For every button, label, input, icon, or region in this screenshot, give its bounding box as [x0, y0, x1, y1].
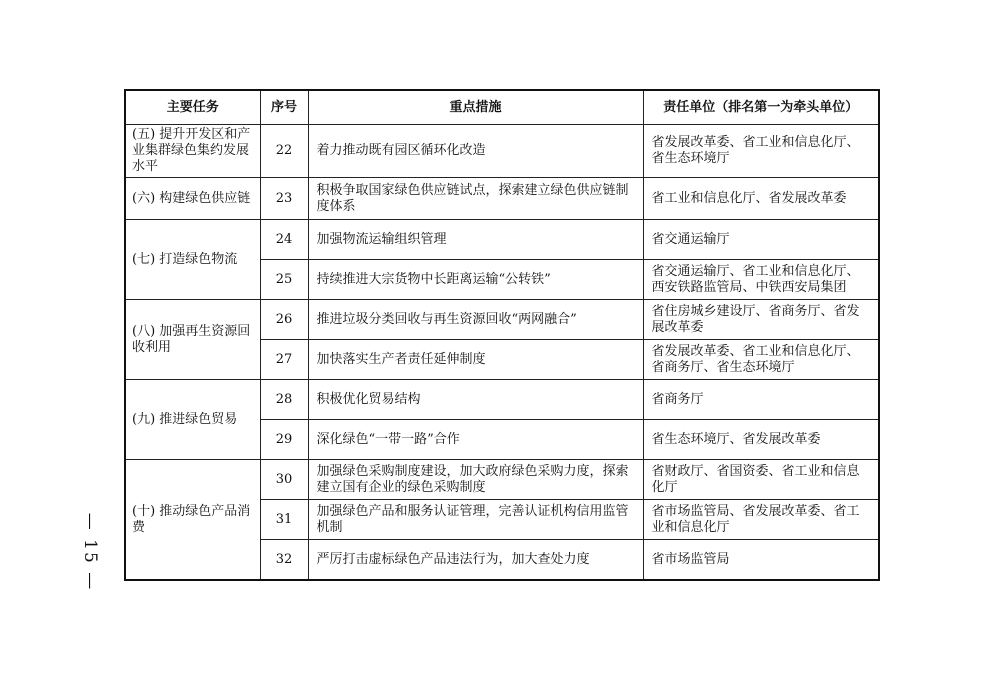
measure-cell: 推进垃圾分类回收与再生资源回收“两网融合”: [308, 300, 643, 340]
header-task: 主要任务: [125, 90, 260, 125]
table-row: [125, 300, 879, 340]
unit-cell: 省商务厅: [643, 380, 879, 420]
unit-cell: 省发展改革委、省工业和信息化厅、省商务厅、省生态环境厅: [643, 340, 879, 380]
page-number-text: — 15 —: [80, 512, 101, 592]
seq-cell: 32: [260, 540, 308, 581]
measure-cell: 持续推进大宗货物中长距离运输“公转铁”: [308, 260, 643, 300]
measure-cell: 严厉打击虚标绿色产品违法行为，加大查处力度: [308, 540, 643, 581]
unit-cell: 省发展改革委、省工业和信息化厅、省生态环境厅: [643, 125, 879, 178]
task-cell: (十) 推动绿色产品消费: [125, 460, 260, 581]
task-cell: (八) 加强再生资源回收利用: [125, 300, 260, 380]
seq-cell: 23: [260, 178, 308, 220]
measure-cell: 积极争取国家绿色供应链试点，探索建立绿色供应链制度体系: [308, 178, 643, 220]
seq-cell: 29: [260, 420, 308, 460]
header-seq: 序号: [260, 90, 308, 125]
header-unit: 责任单位（排名第一为牵头单位）: [643, 90, 879, 125]
unit-cell: 省市场监管局、省发展改革委、省工业和信息化厅: [643, 500, 879, 540]
table-row: [125, 220, 879, 260]
task-cell: (七) 打造绿色物流: [125, 220, 260, 300]
task-cell: (九) 推进绿色贸易: [125, 380, 260, 460]
seq-cell: 25: [260, 260, 308, 300]
seq-cell: 28: [260, 380, 308, 420]
page-number: [78, 492, 102, 612]
seq-cell: 22: [260, 125, 308, 178]
measure-cell: 加强绿色产品和服务认证管理，完善认证机构信用监管机制: [308, 500, 643, 540]
measure-cell: 加强物流运输组织管理: [308, 220, 643, 260]
table-row: [125, 460, 879, 500]
table-row: [125, 380, 879, 420]
table-header-row: [125, 90, 879, 125]
unit-cell: 省交通运输厅、省工业和信息化厅、西安铁路监管局、中铁西安局集团: [643, 260, 879, 300]
measure-cell: 着力推动既有园区循环化改造: [308, 125, 643, 178]
seq-cell: 30: [260, 460, 308, 500]
unit-cell: 省财政厅、省国资委、省工业和信息化厅: [643, 460, 879, 500]
table-row: [125, 178, 879, 220]
task-cell: (五) 提升开发区和产业集群绿色集约发展水平: [125, 125, 260, 178]
task-table: [124, 89, 880, 581]
unit-cell: 省交通运输厅: [643, 220, 879, 260]
unit-cell: 省市场监管局: [643, 540, 879, 581]
measure-cell: 加快落实生产者责任延伸制度: [308, 340, 643, 380]
measure-cell: 深化绿色“一带一路”合作: [308, 420, 643, 460]
measure-cell: 加强绿色采购制度建设，加大政府绿色采购力度，探索建立国有企业的绿色采购制度: [308, 460, 643, 500]
seq-cell: 24: [260, 220, 308, 260]
seq-cell: 31: [260, 500, 308, 540]
seq-cell: 27: [260, 340, 308, 380]
task-cell: (六) 构建绿色供应链: [125, 178, 260, 220]
seq-cell: 26: [260, 300, 308, 340]
unit-cell: 省生态环境厅、省发展改革委: [643, 420, 879, 460]
header-measure: 重点措施: [308, 90, 643, 125]
unit-cell: 省住房城乡建设厅、省商务厅、省发展改革委: [643, 300, 879, 340]
unit-cell: 省工业和信息化厅、省发展改革委: [643, 178, 879, 220]
measure-cell: 积极优化贸易结构: [308, 380, 643, 420]
table-row: [125, 125, 879, 178]
